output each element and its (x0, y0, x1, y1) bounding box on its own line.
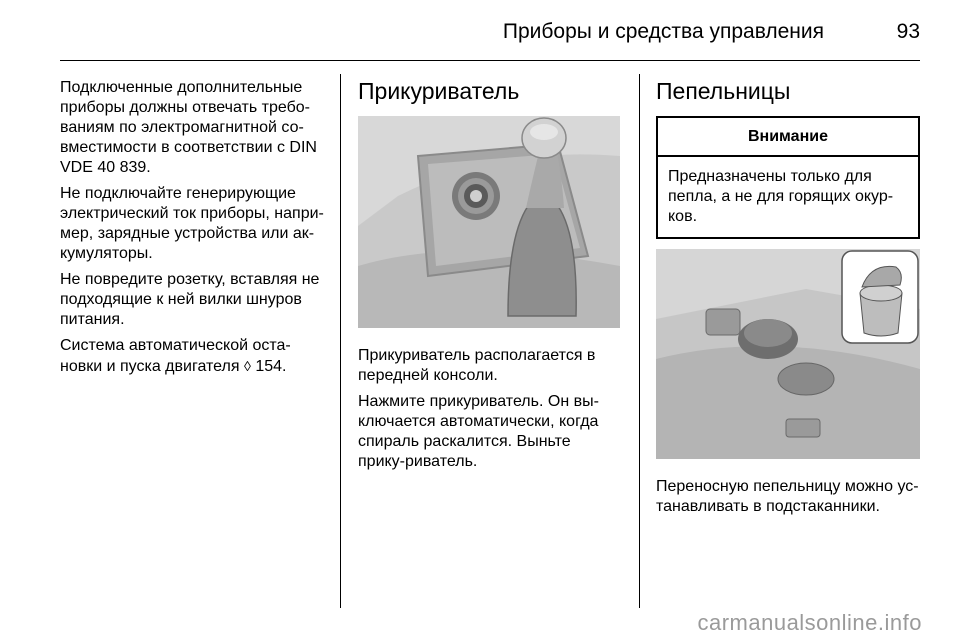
caution-box (656, 116, 920, 239)
paragraph: Подключенные дополнительные приборы должны отвечать требо-ваниям по электромагнитной со-вместимости в соответствии с DIN VDE 40 839. (60, 79, 317, 176)
paragraph: Прикуриватель располагается в передней консоли. (358, 347, 596, 384)
paragraph: Не подключайте генерирующие электрический ток приборы, напри-мер, зарядные устройства или ак-кумуляторы. (60, 185, 324, 262)
caution-title: Внимание (658, 118, 918, 157)
section-heading-ashtrays: Пепельницы (656, 78, 791, 104)
cigarette-lighter-illustration (358, 116, 620, 328)
paragraph: Не повредите розетку, вставляя не подходящие к ней вилки шнуров питания. (60, 271, 320, 328)
xref-text: Система автоматической оста-новки и пуска двигателя (60, 337, 291, 375)
caution-text: Предназначены только для пепла, а не для горящих окур-ков. (668, 168, 894, 225)
watermark: carmanualsonline.info (697, 610, 922, 635)
page-number: 93 (896, 20, 920, 43)
column-2 (358, 78, 620, 478)
column-3 (656, 78, 920, 523)
xref-arrow-icon: ◊ (243, 358, 251, 374)
column-divider-2 (639, 74, 640, 608)
xref-page-link[interactable]: 154. (255, 358, 287, 375)
ashtray-illustration (656, 249, 920, 459)
section-heading-cigarette-lighter: Прикуриватель (358, 78, 520, 104)
cross-reference-paragraph (60, 336, 326, 377)
column-divider-1 (340, 74, 341, 608)
header-rule (60, 60, 920, 61)
column-1 (60, 78, 326, 383)
page-header-title: Приборы и средства управления (502, 20, 824, 43)
paragraph: Нажмите прикуриватель. Он вы-ключается автоматически, когда спираль раскалится. Выньте прику-риватель. (358, 393, 599, 470)
paragraph: Переносную пепельницу можно ус-танавливать в подстаканники. (656, 478, 919, 515)
